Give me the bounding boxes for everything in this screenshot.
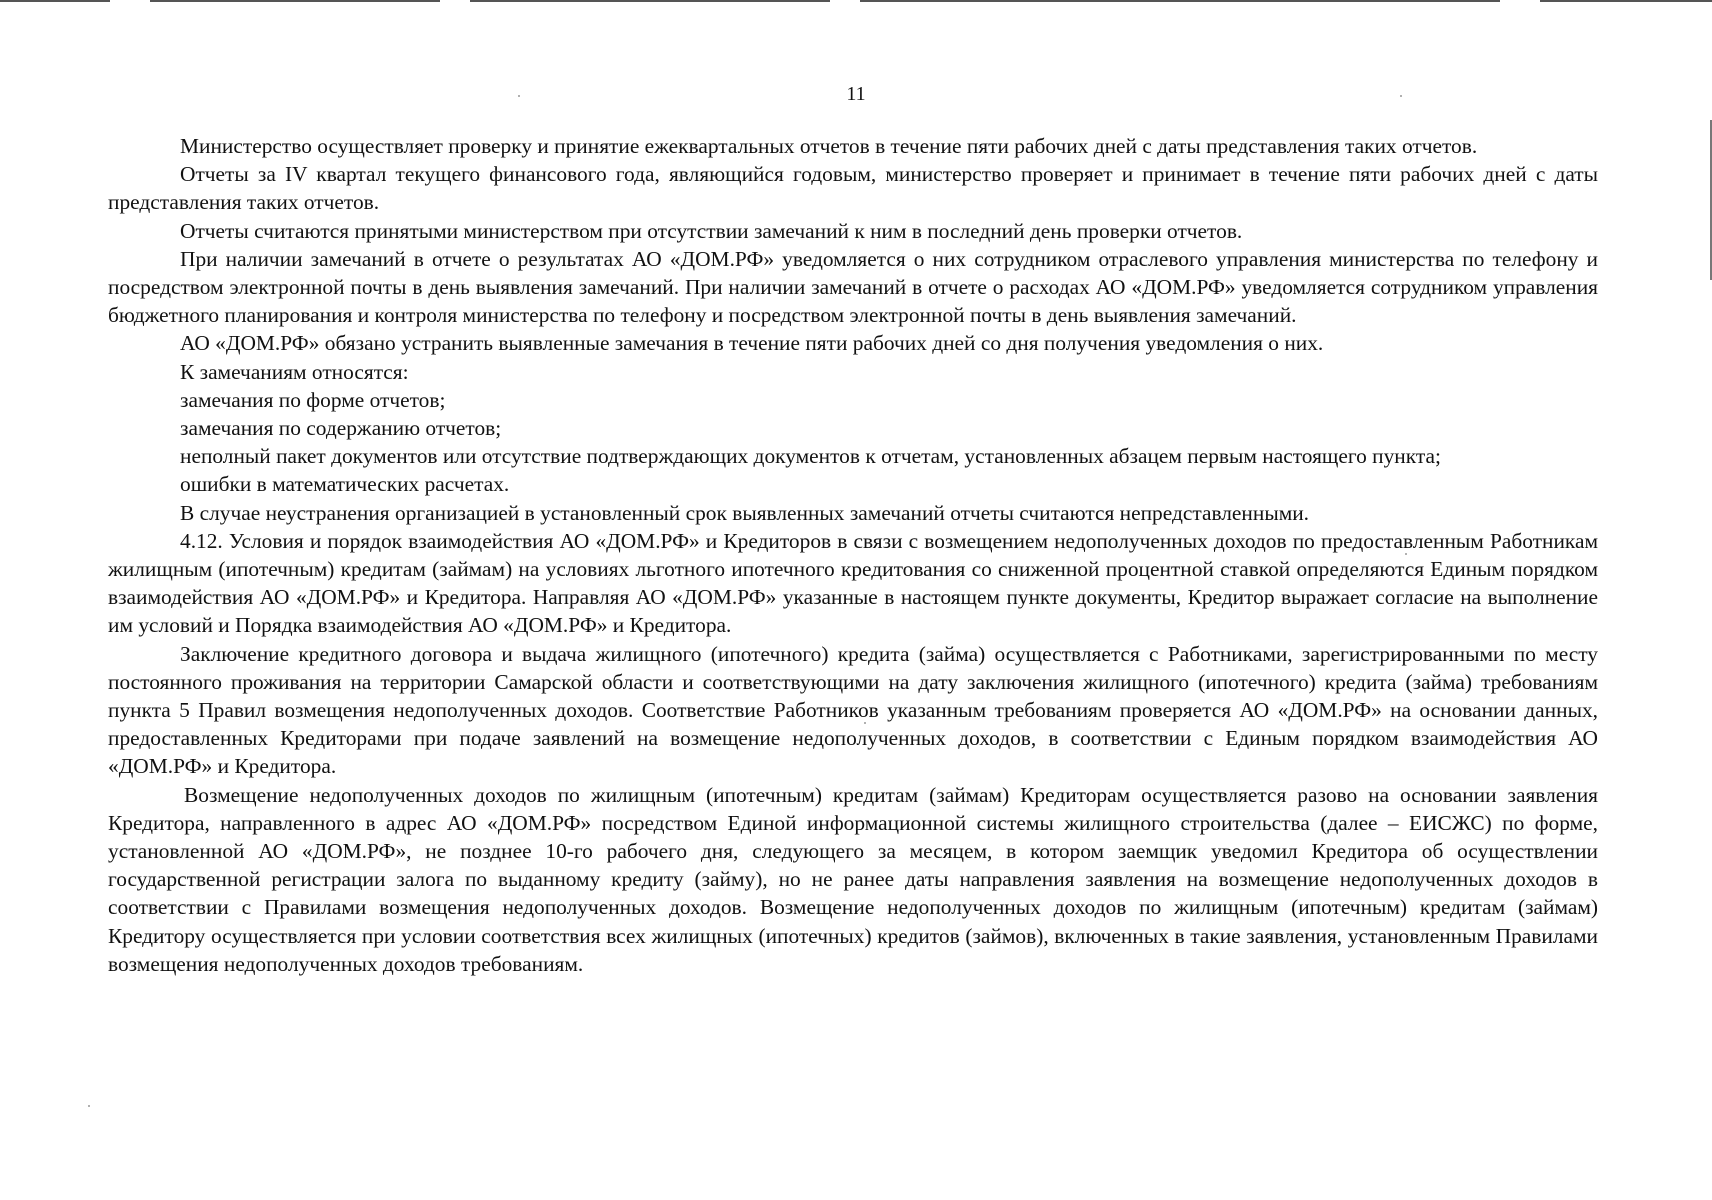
section-4-12: 4.12. Условия и порядок взаимодействия АО «ДОМ.РФ» и Кредиторов в связи с возмещением недополученных доходов по предоставленным Работникам жилищным (ипотечным) кредитам (займам) на условиях льготного ипотечного кредитования со сниженной процентной ставкой определяются Единым порядком взаимодействия АО «ДОМ.РФ» и Кредитора. Направляя АО «ДОМ.РФ» указанные в настоящем пункте документы, Кредитор выражает согласие на выполнение им условий и Порядка взаимодействия АО «ДОМ.РФ» и Кредитора. bbox=[108, 528, 1598, 638]
paragraph: Министерство осуществляет проверку и принятие ежеквартальных отчетов в течение пяти рабочих дней с даты представления таких отчетов. bbox=[180, 134, 1478, 158]
paragraph: АО «ДОМ.РФ» обязано устранить выявленные замечания в течение пяти рабочих дней со дня получения уведомления о них. bbox=[180, 331, 1324, 356]
scan-top-border bbox=[0, 0, 1712, 3]
page-number: 11 bbox=[846, 83, 866, 105]
paragraph: Отчеты считаются принятыми министерством при отсутствии замечаний к ним в последний день проверки отчетов. bbox=[180, 218, 1243, 243]
list-intro: К замечаниям относятся: bbox=[180, 359, 409, 384]
list-item: замечания по содержанию отчетов; bbox=[180, 416, 502, 441]
document-body bbox=[108, 132, 1598, 978]
list-item: замечания по форме отчетов; bbox=[180, 387, 446, 412]
paragraph: При наличии замечаний в отчете о результатах АО «ДОМ.РФ» уведомляется о них сотрудником отраслевого управления министерства по телефону и посредством электронной почты в день выявления замечаний. При наличии замечаний в отчете о расходах АО «ДОМ.РФ» уведомляется сотрудником управления бюджетного планирования и контроля министерства по телефону и посредством электронной почты в день выявления замечаний. bbox=[108, 246, 1598, 328]
scan-speck bbox=[88, 1105, 90, 1107]
paragraph: Отчеты за IV квартал текущего финансового года, являющийся годовым, министерство проверяет и принимает в течение пяти рабочих дней с даты представления таких отчетов. bbox=[108, 162, 1598, 215]
paragraph: Возмещение недополученных доходов по жилищным (ипотечным) кредитам (займам) Кредиторам осуществляется разово на основании заявления Кредитора, направленного в адрес АО «ДОМ.РФ» посредством Единой информационной системы жилищного строительства (далее – ЕИСЖС) по форме, установленной АО «ДОМ.РФ», не позднее 10-го рабочего дня, следующего за месяцем, в котором заемщик уведомил Кредитора об осуществлении государственной регистрации залога по выданному кредиту (займу), но не ранее даты направления заявления на возмещение недополученных доходов в соответствии с Правилами возмещения недополученных доходов. Возмещение недополученных доходов по жилищным (ипотечным) кредитам (займам) Кредитору осуществляется при условии соответствия всех жилищных (ипотечных) кредитов (займов), включенных в такие заявления, установленным Правилами возмещения недополученных доходов требованиям. bbox=[108, 782, 1598, 976]
list-item: неполный пакет документов или отсутствие подтверждающих документов к отчетам, установленных абзацем первым настоящего пункта; bbox=[180, 444, 1441, 469]
list-item: ошибки в математических расчетах. bbox=[180, 472, 510, 497]
paragraph: В случае неустранения организацией в установленный срок выявленных замечаний отчеты считаются непредставленными. bbox=[180, 500, 1310, 525]
paragraph: Заключение кредитного договора и выдача жилищного (ипотечного) кредита (займа) осуществляется с Работниками, зарегистрированными по месту постоянного проживания на территории Самарской области и соответствующими на дату заключения жилищного (ипотечного) кредита (займа) требованиям пункта 5 Правил возмещения недополученных доходов. Соответствие Работников указанным требованиям проверяется АО «ДОМ.РФ» на основании данных, предоставленных Кредиторами при подаче заявлений на возмещение недополученных доходов, в соответствии с Единым порядком взаимодействия АО «ДОМ.РФ» и Кредитора. bbox=[108, 641, 1598, 779]
